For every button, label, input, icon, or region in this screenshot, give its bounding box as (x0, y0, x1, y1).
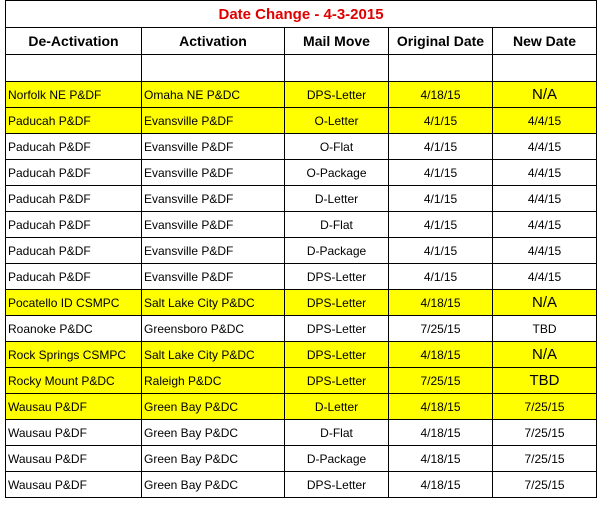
cell-activation: Green Bay P&DC (142, 394, 285, 420)
cell-original-date: 4/1/15 (389, 108, 493, 134)
column-header-activation: Activation (142, 28, 285, 55)
cell-activation: Greensboro P&DC (142, 316, 285, 342)
cell-mail-move: D-Letter (285, 394, 389, 420)
cell-activation: Evansville P&DF (142, 238, 285, 264)
cell-original-date: 4/1/15 (389, 134, 493, 160)
cell-deactivation: Paducah P&DF (6, 264, 142, 290)
cell-mail-move: D-Package (285, 446, 389, 472)
table-row (6, 238, 597, 264)
cell-new-date: N/A (493, 342, 597, 368)
cell-activation: Evansville P&DF (142, 160, 285, 186)
cell-original-date: 4/1/15 (389, 264, 493, 290)
cell-new-date: 7/25/15 (493, 420, 597, 446)
cell-original-date: 7/25/15 (389, 316, 493, 342)
cell-mail-move: D-Package (285, 238, 389, 264)
column-header-mail-move: Mail Move (285, 28, 389, 55)
cell-activation: Salt Lake City P&DC (142, 342, 285, 368)
header-row (6, 28, 597, 55)
cell-deactivation: Wausau P&DF (6, 472, 142, 498)
table-row (6, 82, 597, 108)
cell-deactivation: Paducah P&DF (6, 160, 142, 186)
cell-mail-move: DPS-Letter (285, 316, 389, 342)
table-row (6, 264, 597, 290)
cell-original-date: 4/1/15 (389, 160, 493, 186)
cell-new-date: TBD (493, 316, 597, 342)
cell-mail-move: D-Letter (285, 186, 389, 212)
cell-new-date: 4/4/15 (493, 108, 597, 134)
cell-new-date: 7/25/15 (493, 394, 597, 420)
table-title: Date Change - 4-3-2015 (6, 1, 597, 28)
cell-new-date: 4/4/15 (493, 186, 597, 212)
cell-original-date: 4/18/15 (389, 420, 493, 446)
table-row (6, 316, 597, 342)
cell-deactivation: Paducah P&DF (6, 134, 142, 160)
cell-mail-move: DPS-Letter (285, 472, 389, 498)
cell-original-date: 4/1/15 (389, 238, 493, 264)
cell-deactivation: Wausau P&DF (6, 446, 142, 472)
cell-activation: Evansville P&DF (142, 212, 285, 238)
table-row (6, 134, 597, 160)
table-row (6, 212, 597, 238)
column-header-deactivation: De-Activation (6, 28, 142, 55)
cell-original-date: 4/18/15 (389, 394, 493, 420)
column-header-original-date: Original Date (389, 28, 493, 55)
table-row (6, 186, 597, 212)
cell-mail-move: DPS-Letter (285, 264, 389, 290)
cell-new-date: TBD (493, 368, 597, 394)
cell-new-date: 4/4/15 (493, 212, 597, 238)
cell-deactivation: Wausau P&DF (6, 420, 142, 446)
cell-activation: Evansville P&DF (142, 108, 285, 134)
cell-activation: Evansville P&DF (142, 134, 285, 160)
table-row (6, 394, 597, 420)
cell-activation: Green Bay P&DC (142, 472, 285, 498)
cell-mail-move: O-Package (285, 160, 389, 186)
cell-original-date: 4/1/15 (389, 186, 493, 212)
table-row (6, 446, 597, 472)
cell-mail-move: O-Letter (285, 108, 389, 134)
cell-mail-move: DPS-Letter (285, 368, 389, 394)
blank-row (6, 55, 597, 82)
cell-new-date: 7/25/15 (493, 446, 597, 472)
table-row (6, 368, 597, 394)
date-change-table (5, 0, 597, 498)
cell-deactivation: Paducah P&DF (6, 108, 142, 134)
cell-deactivation: Norfolk NE P&DF (6, 82, 142, 108)
table-row (6, 342, 597, 368)
cell-activation: Raleigh P&DC (142, 368, 285, 394)
cell-new-date: N/A (493, 82, 597, 108)
cell-original-date: 4/18/15 (389, 342, 493, 368)
table-row (6, 160, 597, 186)
cell-mail-move: O-Flat (285, 134, 389, 160)
cell-deactivation: Pocatello ID CSMPC (6, 290, 142, 316)
cell-activation: Salt Lake City P&DC (142, 290, 285, 316)
cell-mail-move: D-Flat (285, 420, 389, 446)
cell-deactivation: Paducah P&DF (6, 238, 142, 264)
cell-new-date: 4/4/15 (493, 238, 597, 264)
cell-activation: Green Bay P&DC (142, 420, 285, 446)
cell-mail-move: DPS-Letter (285, 82, 389, 108)
cell-new-date: N/A (493, 290, 597, 316)
cell-original-date: 4/18/15 (389, 472, 493, 498)
cell-new-date: 4/4/15 (493, 134, 597, 160)
cell-deactivation: Rock Springs CSMPC (6, 342, 142, 368)
cell-activation: Omaha NE P&DC (142, 82, 285, 108)
cell-deactivation: Paducah P&DF (6, 186, 142, 212)
cell-activation: Evansville P&DF (142, 186, 285, 212)
cell-original-date: 4/18/15 (389, 446, 493, 472)
table-row (6, 472, 597, 498)
cell-mail-move: DPS-Letter (285, 342, 389, 368)
column-header-new-date: New Date (493, 28, 597, 55)
title-row (6, 1, 597, 28)
cell-deactivation: Rocky Mount P&DC (6, 368, 142, 394)
table-row (6, 108, 597, 134)
cell-new-date: 4/4/15 (493, 264, 597, 290)
cell-new-date: 4/4/15 (493, 160, 597, 186)
cell-deactivation: Paducah P&DF (6, 212, 142, 238)
cell-deactivation: Wausau P&DF (6, 394, 142, 420)
date-change-sheet (5, 0, 596, 498)
cell-mail-move: D-Flat (285, 212, 389, 238)
cell-mail-move: DPS-Letter (285, 290, 389, 316)
table-row (6, 420, 597, 446)
cell-activation: Evansville P&DF (142, 264, 285, 290)
table-row (6, 290, 597, 316)
cell-original-date: 4/1/15 (389, 212, 493, 238)
cell-original-date: 7/25/15 (389, 368, 493, 394)
cell-original-date: 4/18/15 (389, 82, 493, 108)
cell-original-date: 4/18/15 (389, 290, 493, 316)
cell-new-date: 7/25/15 (493, 472, 597, 498)
cell-deactivation: Roanoke P&DC (6, 316, 142, 342)
cell-activation: Green Bay P&DC (142, 446, 285, 472)
